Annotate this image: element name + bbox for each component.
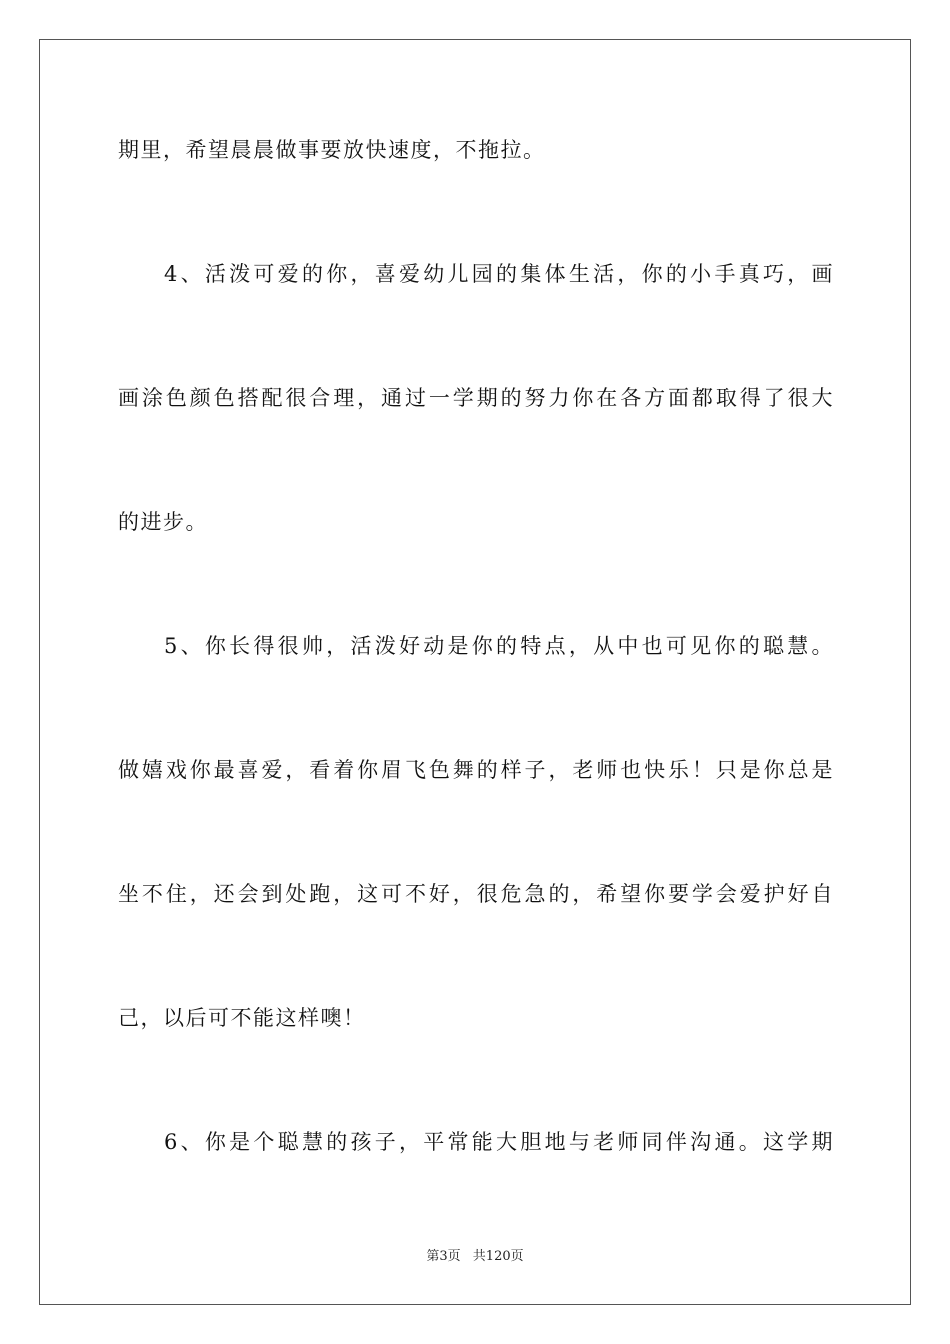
page-footer xyxy=(0,1248,950,1266)
page-number: 第3页 xyxy=(426,1249,461,1264)
text-line: 的进步。 xyxy=(118,510,208,534)
text-line: 6、你是个聪慧的孩子，平常能大胆地与老师同伴沟通。这学期 xyxy=(164,1130,834,1154)
page-total: 共120页 xyxy=(472,1249,524,1264)
text-line: 5、你长得很帅，活泼好动是你的特点，从中也可见你的聪慧。 xyxy=(164,634,834,658)
page-border xyxy=(39,39,911,1305)
text-line: 做嬉戏你最喜爱，看着你眉飞色舞的样子，老师也快乐！只是你总是 xyxy=(118,758,834,782)
text-line: 己，以后可不能这样噢！ xyxy=(118,1006,366,1030)
text-line: 期里，希望晨晨做事要放快速度，不拖拉。 xyxy=(118,138,546,162)
text-line: 4、活泼可爱的你，喜爱幼儿园的集体生活，你的小手真巧，画 xyxy=(164,262,834,286)
text-line: 画涂色颜色搭配很合理，通过一学期的努力你在各方面都取得了很大 xyxy=(118,386,834,410)
text-line: 坐不住，还会到处跑，这可不好，很危急的，希望你要学会爱护好自 xyxy=(118,882,834,906)
